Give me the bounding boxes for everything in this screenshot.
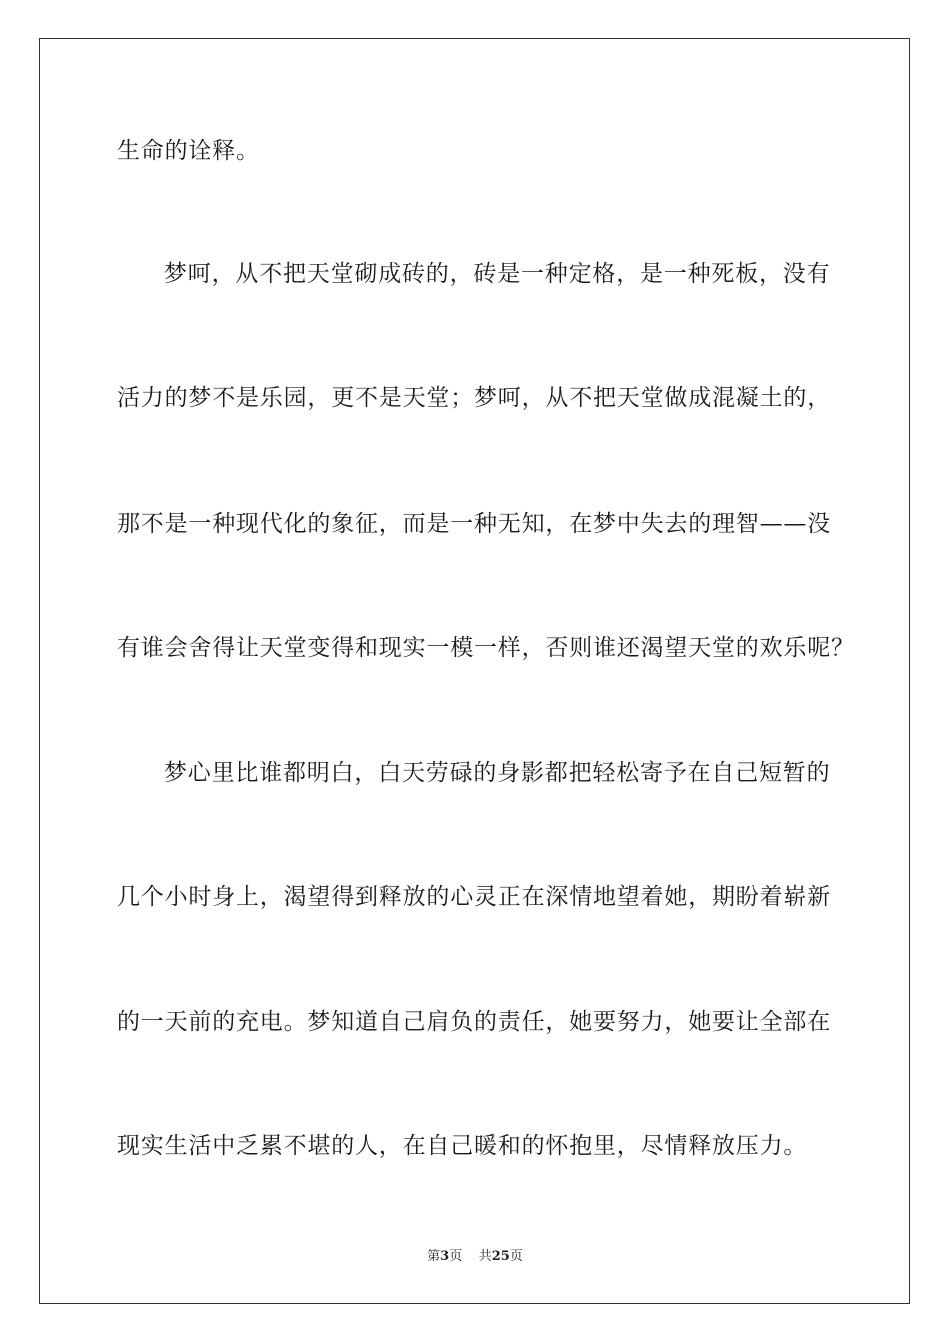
paragraph-line: 活力的梦不是乐园，更不是天堂；梦呵，从不把天堂做成混凝土的，: [117, 385, 831, 411]
paragraph-line: 梦心里比谁都明白，白天劳碌的身影都把轻松寄予在自己短暂的: [164, 760, 831, 786]
paragraph-line: 现实生活中乏累不堪的人，在自己暖和的怀抱里，尽情释放压力。: [117, 1133, 808, 1159]
paragraph-line: 那不是一种现代化的象征，而是一种无知，在梦中失去的理智——没: [117, 511, 831, 537]
page-footer: [0, 1248, 950, 1266]
page-border: [39, 38, 910, 1304]
paragraph-line: 几个小时身上，渴望得到释放的心灵正在深情地望着她，期盼着崭新: [117, 884, 831, 910]
page-number: 3: [440, 1249, 450, 1264]
paragraph-line: 梦呵，从不把天堂砌成砖的，砖是一种定格，是一种死板，没有: [164, 261, 831, 287]
total-suffix: 页: [509, 1249, 523, 1264]
page-suffix: 页: [449, 1249, 463, 1264]
total-prefix: 共: [478, 1249, 492, 1264]
paragraph-line: 生命的诠释。: [117, 138, 260, 164]
page-prefix: 第: [427, 1249, 441, 1264]
total-pages: 25: [491, 1249, 510, 1264]
paragraph-line: 有谁会舍得让天堂变得和现实一模一样，否则谁还渴望天堂的欢乐呢？: [117, 635, 855, 661]
paragraph-line: 的一天前的充电。梦知道自己肩负的责任，她要努力，她要让全部在: [117, 1009, 831, 1035]
